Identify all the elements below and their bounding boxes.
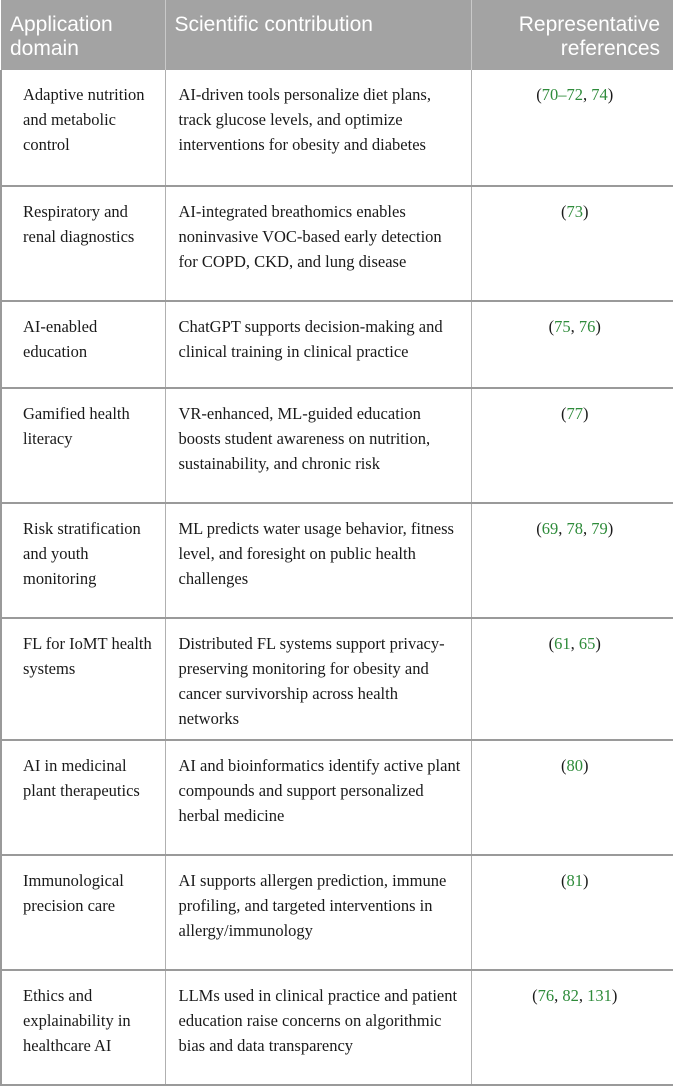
- ref-separator: ,: [558, 519, 567, 538]
- header-row: [1, 0, 673, 70]
- cell-representative-references: [471, 503, 673, 618]
- ref-open-paren: (: [561, 404, 567, 423]
- cell-application-domain: AI in medicinal plant therapeutics: [1, 740, 165, 855]
- reference-link[interactable]: 73: [566, 202, 583, 221]
- reference-link[interactable]: 80: [566, 756, 583, 775]
- ref-open-paren: (: [561, 871, 567, 890]
- header-scientific-contribution: Scientific contribution: [165, 0, 471, 70]
- cell-scientific-contribution: AI supports allergen prediction, immune profiling, and targeted interventions in allergy/immunology: [165, 855, 471, 970]
- reference-link[interactable]: 76: [578, 317, 596, 336]
- ref-close-paren: ): [583, 871, 589, 890]
- table-header: [1, 0, 673, 70]
- ref-separator: ,: [583, 519, 592, 538]
- ref-separator: ,: [570, 634, 579, 653]
- cell-application-domain: Adaptive nutrition and metabolic control: [1, 70, 165, 186]
- cell-scientific-contribution: LLMs used in clinical practice and patient education raise concerns on algorithmic bias and data transparency: [165, 970, 471, 1085]
- ref-close-paren: ): [595, 317, 601, 336]
- cell-application-domain: AI-enabled education: [1, 301, 165, 388]
- ref-close-paren: ): [583, 756, 589, 775]
- cell-application-domain: FL for IoMT health systems: [1, 618, 165, 740]
- ref-close-paren: ): [607, 519, 614, 538]
- cell-scientific-contribution: AI-driven tools personalize diet plans, track glucose levels, and optimize interventions for obesity and diabetes: [165, 70, 471, 186]
- ref-open-paren: (: [536, 85, 542, 104]
- ref-open-paren: (: [532, 986, 538, 1005]
- reference-link[interactable]: 79: [591, 519, 608, 538]
- cell-representative-references: [471, 618, 673, 740]
- reference-link[interactable]: 75: [554, 317, 571, 336]
- table-row: [1, 618, 673, 740]
- reference-link[interactable]: 77: [566, 404, 583, 423]
- ref-separator: ,: [554, 986, 563, 1005]
- cell-scientific-contribution: VR-enhanced, ML-guided education boosts student awareness on nutrition, sustainability, and chronic risk: [165, 388, 471, 503]
- table-row: [1, 503, 673, 618]
- ref-separator: ,: [570, 317, 579, 336]
- cell-application-domain: Respiratory and renal diagnostics: [1, 186, 165, 301]
- ref-close-paren: ): [583, 404, 589, 423]
- ref-open-paren: (: [548, 634, 555, 653]
- cell-application-domain: Gamified health literacy: [1, 388, 165, 503]
- cell-application-domain: Immunological precision care: [1, 855, 165, 970]
- reference-link[interactable]: 74: [591, 85, 608, 104]
- table-row: [1, 388, 673, 503]
- ref-close-paren: ): [611, 986, 618, 1005]
- ref-open-paren: (: [548, 317, 555, 336]
- cell-scientific-contribution: ChatGPT supports decision-making and clinical training in clinical practice: [165, 301, 471, 388]
- cell-representative-references: [471, 970, 673, 1085]
- reference-link[interactable]: 78: [566, 519, 583, 538]
- ref-open-paren: (: [561, 202, 567, 221]
- reference-link[interactable]: 81: [566, 871, 583, 890]
- table-row: [1, 70, 673, 186]
- reference-link[interactable]: 69: [541, 519, 559, 538]
- cell-representative-references: [471, 301, 673, 388]
- cell-representative-references: [471, 186, 673, 301]
- cell-representative-references: [471, 740, 673, 855]
- cell-scientific-contribution: AI-integrated breathomics enables noninvasive VOC-based early detection for COPD, CKD, and lung disease: [165, 186, 471, 301]
- ref-separator: ,: [583, 85, 592, 104]
- reference-link[interactable]: 131: [587, 986, 612, 1005]
- cell-application-domain: Ethics and explainability in healthcare AI: [1, 970, 165, 1085]
- ref-open-paren: (: [561, 756, 567, 775]
- cell-scientific-contribution: AI and bioinformatics identify active plant compounds and support personalized herbal medicine: [165, 740, 471, 855]
- ref-open-paren: (: [536, 519, 542, 538]
- table-row: [1, 186, 673, 301]
- reference-link[interactable]: 61: [554, 634, 571, 653]
- reference-link[interactable]: 70–72: [541, 85, 583, 104]
- header-application-domain: Application domain: [1, 0, 165, 70]
- table-row: [1, 855, 673, 970]
- reference-link[interactable]: 65: [578, 634, 596, 653]
- ref-close-paren: ): [607, 85, 614, 104]
- header-representative-references: Representative references: [471, 0, 673, 70]
- reference-link[interactable]: 82: [562, 986, 579, 1005]
- cell-representative-references: [471, 70, 673, 186]
- ref-separator: ,: [578, 986, 588, 1005]
- ref-close-paren: ): [583, 202, 589, 221]
- cell-scientific-contribution: Distributed FL systems support privacy-preserving monitoring for obesity and cancer survivorship across health networks: [165, 618, 471, 740]
- cell-application-domain: Risk stratification and youth monitoring: [1, 503, 165, 618]
- cell-representative-references: [471, 855, 673, 970]
- table-row: [1, 301, 673, 388]
- table-body: [1, 70, 673, 1085]
- reference-link[interactable]: 76: [537, 986, 555, 1005]
- cell-representative-references: [471, 388, 673, 503]
- table-row: [1, 740, 673, 855]
- cell-scientific-contribution: ML predicts water usage behavior, fitness level, and foresight on public health challenges: [165, 503, 471, 618]
- table-row: [1, 970, 673, 1085]
- ref-close-paren: ): [595, 634, 601, 653]
